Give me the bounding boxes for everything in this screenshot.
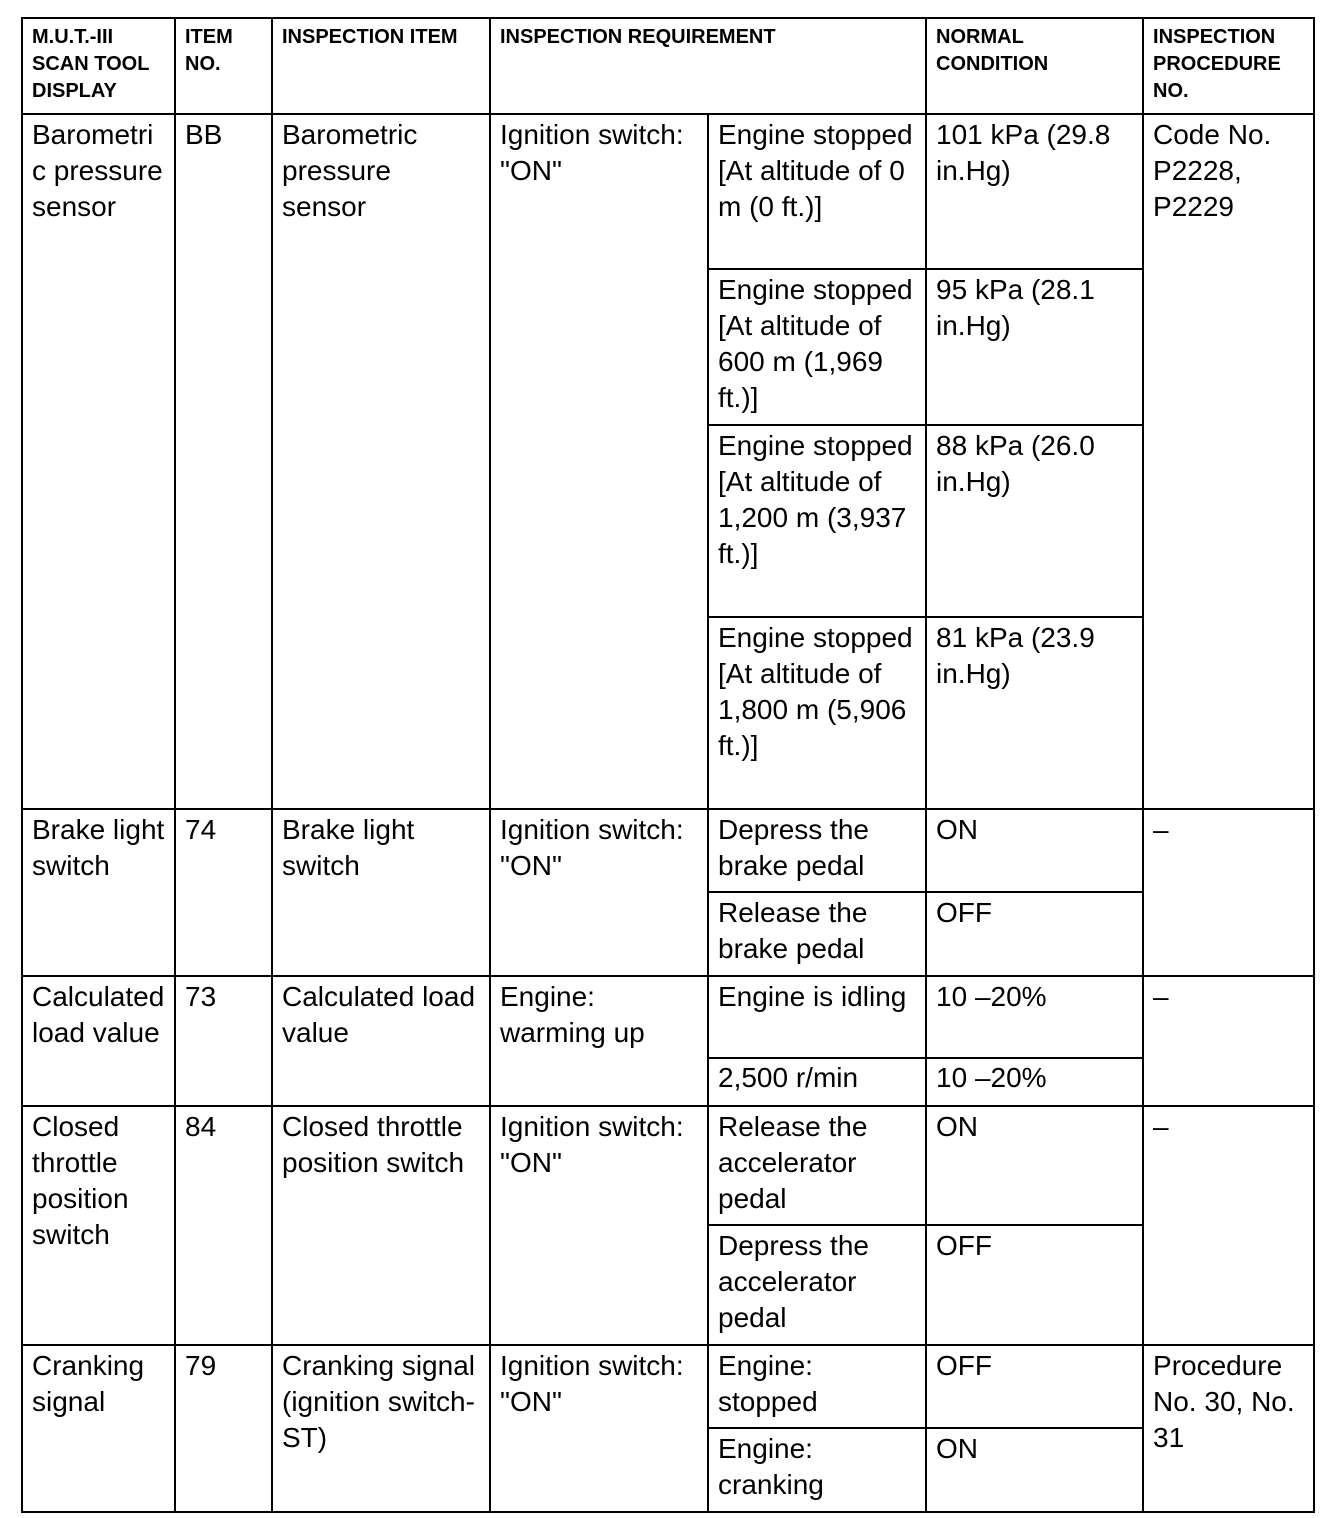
- display-cell: Brake light switch: [22, 809, 175, 976]
- table-row: [22, 809, 1314, 892]
- condition-cell: Engine stopped [At altitude of 1,800 m (5,906 ft.)]: [708, 617, 926, 809]
- item-no-cell: 79: [175, 1345, 272, 1512]
- normal-cell: 81 kPa (23.9 in.Hg): [926, 617, 1143, 809]
- requirement-cell: Ignition switch: "ON": [490, 1345, 708, 1512]
- header-normal-condition: NORMAL CONDITION: [926, 18, 1143, 114]
- procedure-cell: Code No. P2228, P2229: [1143, 114, 1314, 809]
- condition-cell: Depress the accelerator pedal: [708, 1225, 926, 1345]
- normal-cell: OFF: [926, 1345, 1143, 1428]
- item-no-cell: 73: [175, 976, 272, 1106]
- inspection-item-cell: Barometric pressure sensor: [272, 114, 490, 809]
- condition-cell: Engine: stopped: [708, 1345, 926, 1428]
- normal-cell: 95 kPa (28.1 in.Hg): [926, 269, 1143, 425]
- display-cell: Barometric pressure sensor: [22, 114, 175, 809]
- condition-cell: Engine stopped [At altitude of 1,200 m (3,937 ft.)]: [708, 425, 926, 617]
- condition-cell: Engine is idling: [708, 976, 926, 1058]
- normal-cell: ON: [926, 1428, 1143, 1512]
- header-inspection-item: INSPECTION ITEM: [272, 18, 490, 114]
- header-row: [22, 18, 1314, 114]
- requirement-cell: Engine: warming up: [490, 976, 708, 1106]
- normal-cell: OFF: [926, 892, 1143, 976]
- condition-cell: Engine stopped [At altitude of 600 m (1,969 ft.)]: [708, 269, 926, 425]
- inspection-item-cell: Brake light switch: [272, 809, 490, 976]
- procedure-cell: –: [1143, 1106, 1314, 1345]
- procedure-cell: Procedure No. 30, No. 31: [1143, 1345, 1314, 1512]
- table-row: [22, 976, 1314, 1058]
- condition-cell: Release the brake pedal: [708, 892, 926, 976]
- condition-cell: 2,500 r/min: [708, 1058, 926, 1106]
- header-item-no: ITEM NO.: [175, 18, 272, 114]
- normal-cell: 101 kPa (29.8 in.Hg): [926, 114, 1143, 269]
- item-no-cell: BB: [175, 114, 272, 809]
- header-display: M.U.T.-III SCAN TOOL DISPLAY: [22, 18, 175, 114]
- header-procedure: INSPECTION PROCEDURE NO.: [1143, 18, 1314, 114]
- normal-cell: 10 –20%: [926, 1058, 1143, 1106]
- display-cell: Cranking signal: [22, 1345, 175, 1512]
- normal-cell: ON: [926, 809, 1143, 892]
- requirement-cell: Ignition switch: "ON": [490, 114, 708, 809]
- inspection-item-cell: Cranking signal (ignition switch-ST): [272, 1345, 490, 1512]
- normal-cell: 88 kPa (26.0 in.Hg): [926, 425, 1143, 617]
- condition-cell: Engine stopped [At altitude of 0 m (0 ft.)]: [708, 114, 926, 269]
- normal-cell: OFF: [926, 1225, 1143, 1345]
- item-no-cell: 84: [175, 1106, 272, 1345]
- condition-cell: Engine: cranking: [708, 1428, 926, 1512]
- item-no-cell: 74: [175, 809, 272, 976]
- condition-cell: Release the accelerator pedal: [708, 1106, 926, 1225]
- inspection-item-cell: Calculated load value: [272, 976, 490, 1106]
- normal-cell: 10 –20%: [926, 976, 1143, 1058]
- table-row: [22, 1345, 1314, 1428]
- requirement-cell: Ignition switch: "ON": [490, 809, 708, 976]
- inspection-table: [21, 17, 1315, 1513]
- header-requirement: INSPECTION REQUIREMENT: [490, 18, 926, 114]
- requirement-cell: Ignition switch: "ON": [490, 1106, 708, 1345]
- condition-cell: Depress the brake pedal: [708, 809, 926, 892]
- display-cell: Calculated load value: [22, 976, 175, 1106]
- table-row: [22, 1106, 1314, 1225]
- table-row: [22, 114, 1314, 269]
- inspection-item-cell: Closed throttle position switch: [272, 1106, 490, 1345]
- procedure-cell: –: [1143, 976, 1314, 1106]
- procedure-cell: –: [1143, 809, 1314, 976]
- normal-cell: ON: [926, 1106, 1143, 1225]
- display-cell: Closed throttle position switch: [22, 1106, 175, 1345]
